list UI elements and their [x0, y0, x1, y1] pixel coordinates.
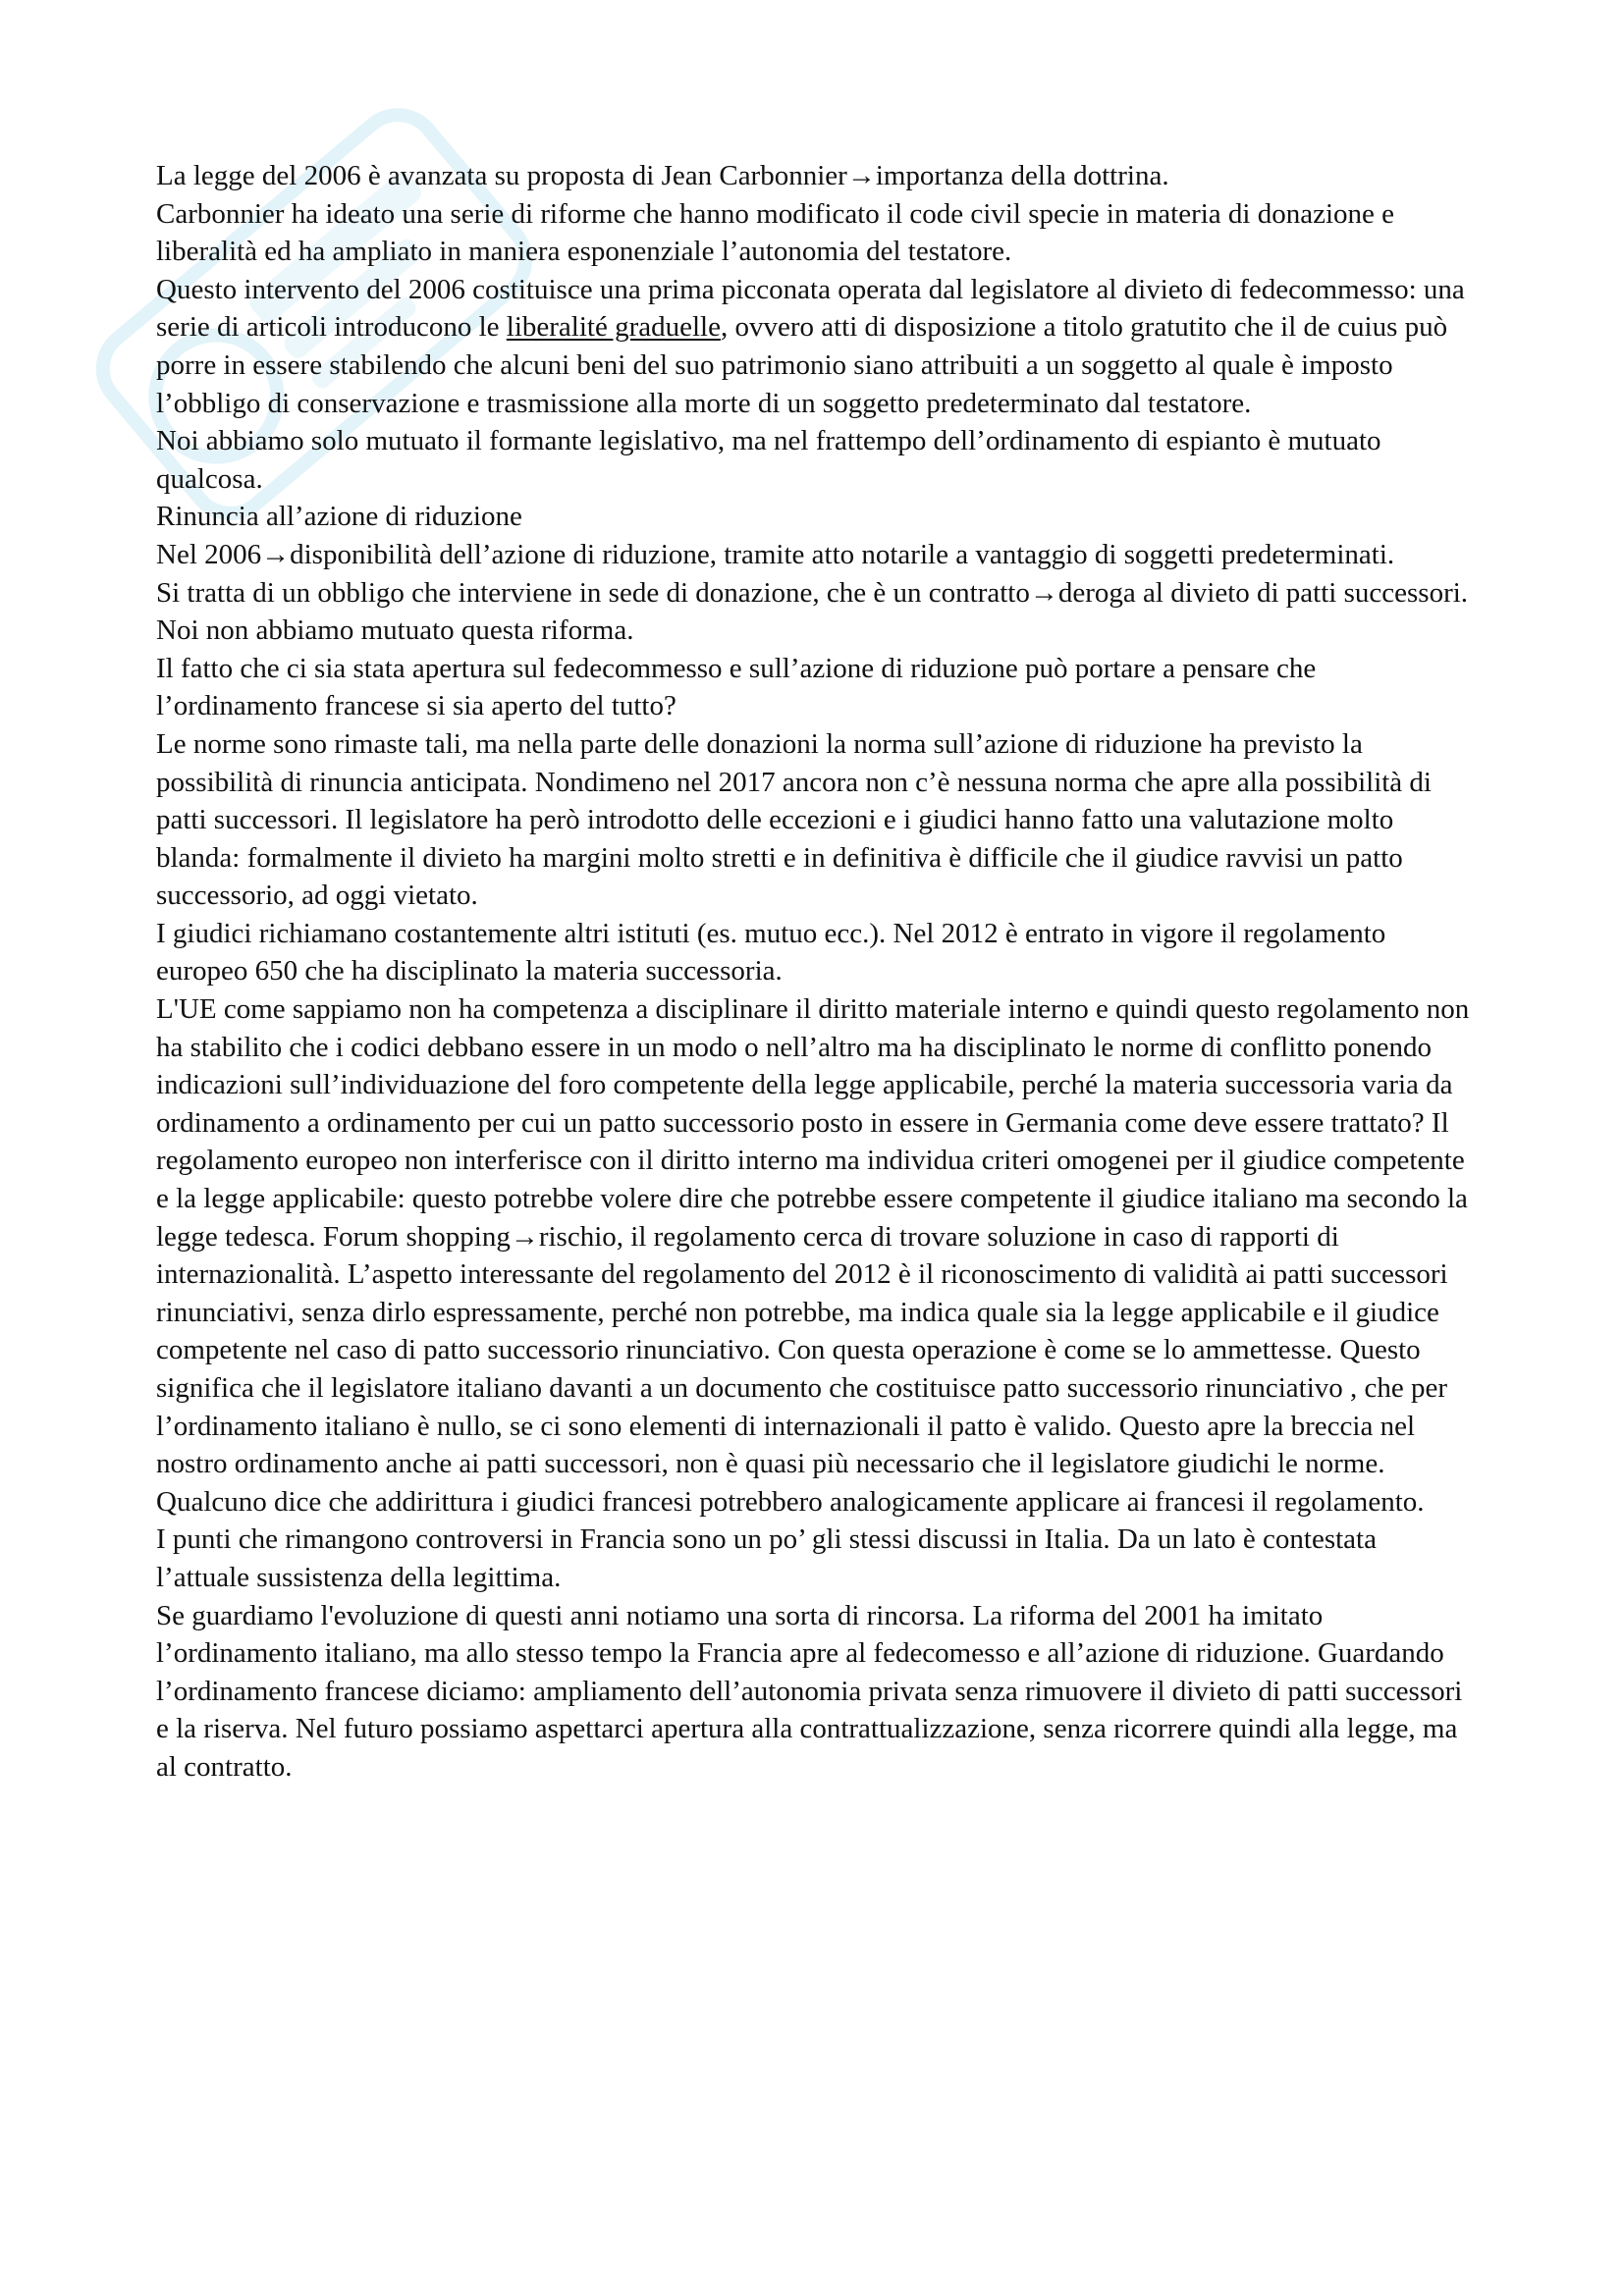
paragraph: [156, 1597, 1472, 1787]
paragraph: [156, 536, 1472, 574]
text-run: disponibilità dell’azione di riduzione, tramite atto notarile a vantaggio di soggetti predeterminati.: [290, 538, 1395, 570]
text-run: Rinuncia all’azione di riduzione: [156, 501, 522, 533]
arrow-right-icon: →: [846, 160, 876, 191]
text-run: L'UE come sappiamo non ha competenza a disciplinare il diritto materiale interno e quindi questo regolamento non ha stabilito che i codici debbano essere in un modo o nell’altro ma ha disciplinato le norme di conflitto ponendo indicazioni sull’individuazione del foro competente della legge applicabile, perché la materia successoria varia da ordinamento a ordinamento per cui un patto successorio posto in essere in Germania come deve essere trattato? Il regolamento europeo non interferisce con il diritto interno ma individua criteri omogenei per il giudice competente e la legge applicabile: questo potrebbe volere dire che potrebbe essere competente il giudice italiano ma secondo la legge tedesca. Forum shopping: [156, 993, 1470, 1253]
text-run: Se guardiamo l'evoluzione di questi anni notiamo una sorta di rincorsa. La riforma del 2001 ha imitato l’ordinamento italiano, ma allo stesso tempo la Francia apre al fedecomesso e all’azione di riduzione. Guardando l’ordinamento francese diciamo: ampliamento dell’autonomia privata senza rimuovere il divieto di patti successori e la riserva. Nel futuro possiamo aspettarci apertura alla contrattualizzazione, senza ricorrere quindi alla legge, ma al contratto.: [156, 1599, 1463, 1783]
arrow-right-icon: →: [1029, 576, 1058, 609]
arrow-right-icon: →: [261, 538, 291, 570]
paragraph: [156, 195, 1472, 271]
text-run: Si tratta di un obbligo che interviene in sede di donazione, che è un contratto: [156, 576, 1030, 609]
text-run: Le norme sono rimaste tali, ma nella parte delle donazioni la norma sull’azione di riduzione ha previsto la possibilità di rinuncia anticipata. Nondimeno nel 2017 ancora non c’è nessuna norma che apre alla possibilità di patti successori. Il legislatore ha però introdotto delle eccezioni e i giudici hanno fatto una valutazione molto blanda: formalmente il divieto ha margini molto stretti e in definitiva è difficile che il giudice ravvisi un patto successorio, ad oggi vietato.: [156, 727, 1432, 912]
text-run: Il fatto che ci sia stata apertura sul fedecommesso e sull’azione di riduzione può portare a pensare che l’ordinamento francese si sia aperto del tutto?: [156, 652, 1317, 722]
text-run: La legge del 2006 è avanzata su proposta di Jean Carbonnier: [156, 160, 847, 191]
paragraph: [156, 725, 1472, 915]
paragraph: [156, 498, 1472, 536]
arrow-right-icon: →: [510, 1220, 539, 1253]
text-run: Questo intervento del 2006 costituisce una prima picconata operata dal legislatore al divieto di fedecommesso: una serie di articoli introducono le: [156, 273, 1465, 344]
paragraph: [156, 1521, 1472, 1596]
text-run: Nel 2006: [156, 538, 262, 570]
text-run: rischio, il regolamento cerca di trovare soluzione in caso di rapporti di internazionalità. L’aspetto interessante del regolamento del 2012 è il riconoscimento di validità ai patti successori rinunciativi, senza dirlo espressamente, perché non potrebbe, ma indica quale sia la legge applicabile e il giudice competente nel caso di patto successorio rinunciativo. Con questa operazione è come se lo ammettesse. Questo significa che il legislatore italiano davanti a un documento che costituisce patto successorio rinunciativo , che per l’ordinamento italiano è nullo, se ci sono elementi di internazionali il patto è valido. Questo apre la breccia nel nostro ordinamento anche ai patti successori, non è quasi più necessario che il legislatore giudichi le norme. Qualcuno dice che addirittura i giudici francesi potrebbero analogicamente applicare ai francesi il regolamento.: [156, 1220, 1448, 1518]
text-run: , ovvero atti di disposizione a titolo gratutito che il de cuius può porre in essere stabilendo che alcuni beni del suo patrimonio siano attribuiti a un soggetto al quale è imposto l’obbligo di conservazione e trasmissione alla morte di un soggetto predeterminato dal testatore.: [156, 311, 1448, 419]
text-run: I punti che rimangono controversi in Francia sono un po’ gli stessi discussi in Italia. Da un lato è contestata l’attuale sussistenza della legittima.: [156, 1523, 1377, 1593]
underlined-term: liberalité graduelle: [506, 311, 721, 344]
paragraph: [156, 915, 1472, 990]
text-run: importanza della dottrina.: [875, 160, 1169, 191]
paragraph: [156, 990, 1472, 1521]
paragraph: [156, 650, 1472, 725]
text-run: deroga al divieto di patti successori. Noi non abbiamo mutuato questa riforma.: [156, 576, 1469, 647]
paragraph: [156, 422, 1472, 498]
text-run: Noi abbiamo solo mutuato il formante legislativo, ma nel frattempo dell’ordinamento di espianto è mutuato qualcosa.: [156, 425, 1381, 495]
document-body: [156, 157, 1472, 1787]
paragraph: [156, 157, 1472, 195]
text-run: Carbonnier ha ideato una serie di riforme che hanno modificato il code civil specie in materia di donazione e liberalità ed ha ampliato in maniera esponenziale l’autonomia del testatore.: [156, 197, 1395, 268]
paragraph: [156, 271, 1472, 422]
paragraph: [156, 574, 1472, 650]
text-run: I giudici richiamano costantemente altri istituti (es. mutuo ecc.). Nel 2012 è entrato in vigore il regolamento europeo 650 che ha disciplinato la materia successoria.: [156, 917, 1386, 988]
